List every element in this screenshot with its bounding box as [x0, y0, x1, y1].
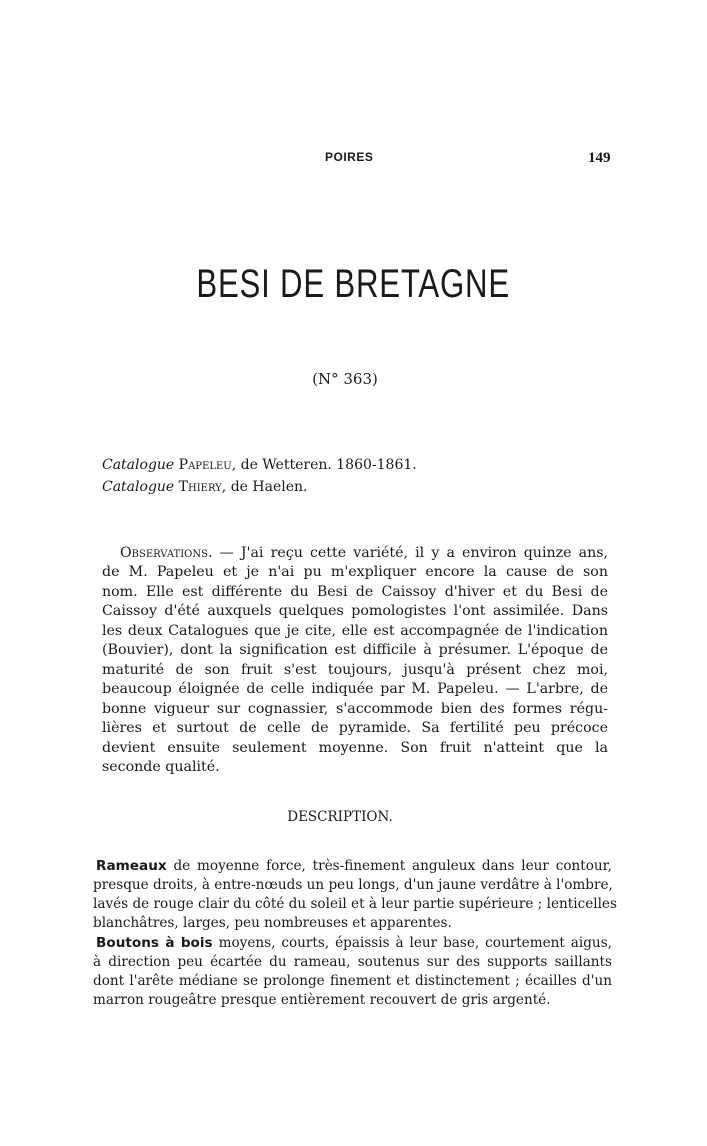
text-line: beaucoup éloignée de celle indiquée par M. Papeleu. — L'arbre, de — [102, 681, 608, 697]
variety-number: (N° 363) — [312, 370, 378, 388]
text-line — [96, 934, 612, 952]
text-line — [120, 544, 608, 562]
text-line: presque droits, à entre-nœuds un peu longs, d'un jaune verdâtre à l'ombre, — [93, 877, 613, 893]
catalogue-name: Papeleu — [178, 457, 232, 473]
catalogue-detail: , de Wetteren. 1860-1861. — [231, 457, 417, 473]
text-span: moyens, courts, épaissis à leur base, courtement aigus, — [212, 935, 612, 951]
text-line: lavés de rouge clair du côté du soleil et à leur partie supérieure ; lenticelles — [93, 896, 617, 912]
text-line: les deux Catalogues que je cite, elle est accompagnée de l'indication — [102, 623, 608, 639]
text-line: bonne vigueur sur cognassier, s'accommode bien des formes régu- — [102, 701, 608, 717]
page-title: BESI DE BRETAGNE — [196, 262, 510, 306]
text-line: lières et surtout de celle de pyramide. Sa fertilité peu précoce — [102, 720, 608, 736]
observations-lead: Observations. — [120, 545, 213, 561]
text-line — [96, 857, 612, 875]
text-line: blanchâtres, larges, peu nombreuses et apparentes. — [93, 915, 452, 931]
text-line: de M. Papeleu et je n'ai pu m'expliquer encore la cause de son — [102, 564, 608, 580]
text-line: nom. Elle est différente du Besi de Caissoy d'hiver et du Besi de — [102, 584, 608, 600]
catalogue-name: Thiery — [178, 479, 222, 495]
text-line: seconde qualité. — [102, 759, 220, 775]
running-header: POIRES — [325, 150, 374, 164]
term-boutons: Boutons à bois — [96, 935, 213, 951]
text-line: devient ensuite seulement moyenne. Son fruit n'atteint que la — [102, 740, 608, 756]
section-heading: DESCRIPTION. — [287, 809, 393, 825]
page-number: 149 — [588, 150, 611, 166]
text-span: — J'ai reçu cette variété, il y a environ quinze ans, — [212, 545, 608, 561]
catalogue-reference — [102, 457, 417, 473]
text-span: de moyenne force, très-finement anguleux dans leur contour, — [166, 858, 612, 874]
text-line: marron rougeâtre presque entièrement recouvert de gris argenté. — [93, 992, 551, 1008]
text-line: (Bouvier), dont la signification est difficile à présumer. L'époque de — [102, 642, 608, 658]
term-rameaux: Rameaux — [96, 858, 167, 874]
catalogue-label: Catalogue — [102, 479, 175, 495]
catalogue-detail: , de Haelen. — [221, 479, 308, 495]
text-line: dont l'arête médiane se prolonge finement et distinctement ; écailles d'un — [93, 973, 612, 989]
text-line: maturité de son fruit s'est toujours, jusqu'à présent chez moi, — [102, 662, 608, 678]
catalogue-label: Catalogue — [102, 457, 175, 473]
text-line: Caissoy d'été auxquels quelques pomologistes l'ont assimilée. Dans — [102, 603, 608, 619]
text-line: à direction peu écartée du rameau, soutenus sur des supports saillants — [93, 954, 612, 970]
catalogue-reference — [102, 479, 307, 495]
